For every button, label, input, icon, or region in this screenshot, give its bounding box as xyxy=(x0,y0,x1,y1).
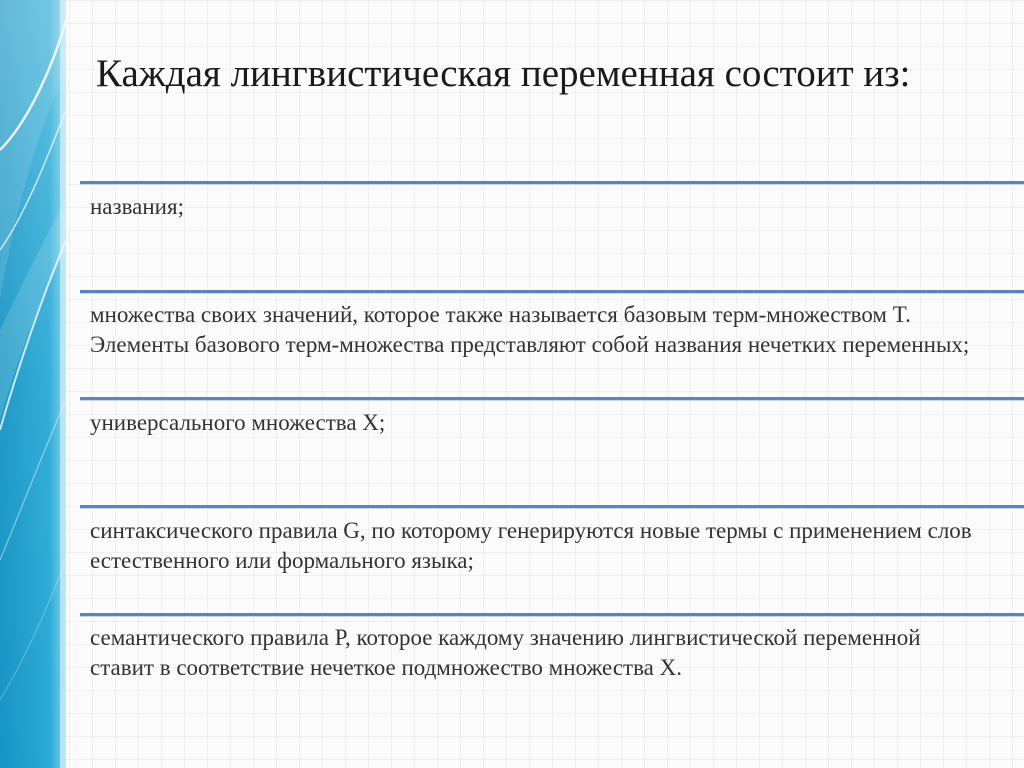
list-item: множества своих значений, которое также называется базовым терм-множеством T. Элементы базового терм-множества представляют собой названия нечетких переменных; xyxy=(90,302,970,357)
list-item: синтаксического правила G, по которому генерируются новые термы с применением слов естественного или формального языка; xyxy=(90,518,972,573)
divider xyxy=(80,613,1024,616)
divider xyxy=(80,290,1024,293)
divider xyxy=(80,181,1024,184)
sidebar-waves-graphic xyxy=(0,0,66,768)
list-item: семантического правила P, которое каждому значению лингвистической переменной ставит в соответствие нечеткое подмножество множества X. xyxy=(90,625,921,680)
decorative-sidebar xyxy=(0,0,66,768)
list-item: универсального множества X; xyxy=(90,410,386,435)
list-item: названия; xyxy=(90,194,184,219)
divider xyxy=(80,397,1024,400)
divider xyxy=(80,505,1024,508)
slide-title: Каждая лингвистическая переменная состоит из: xyxy=(96,52,911,95)
